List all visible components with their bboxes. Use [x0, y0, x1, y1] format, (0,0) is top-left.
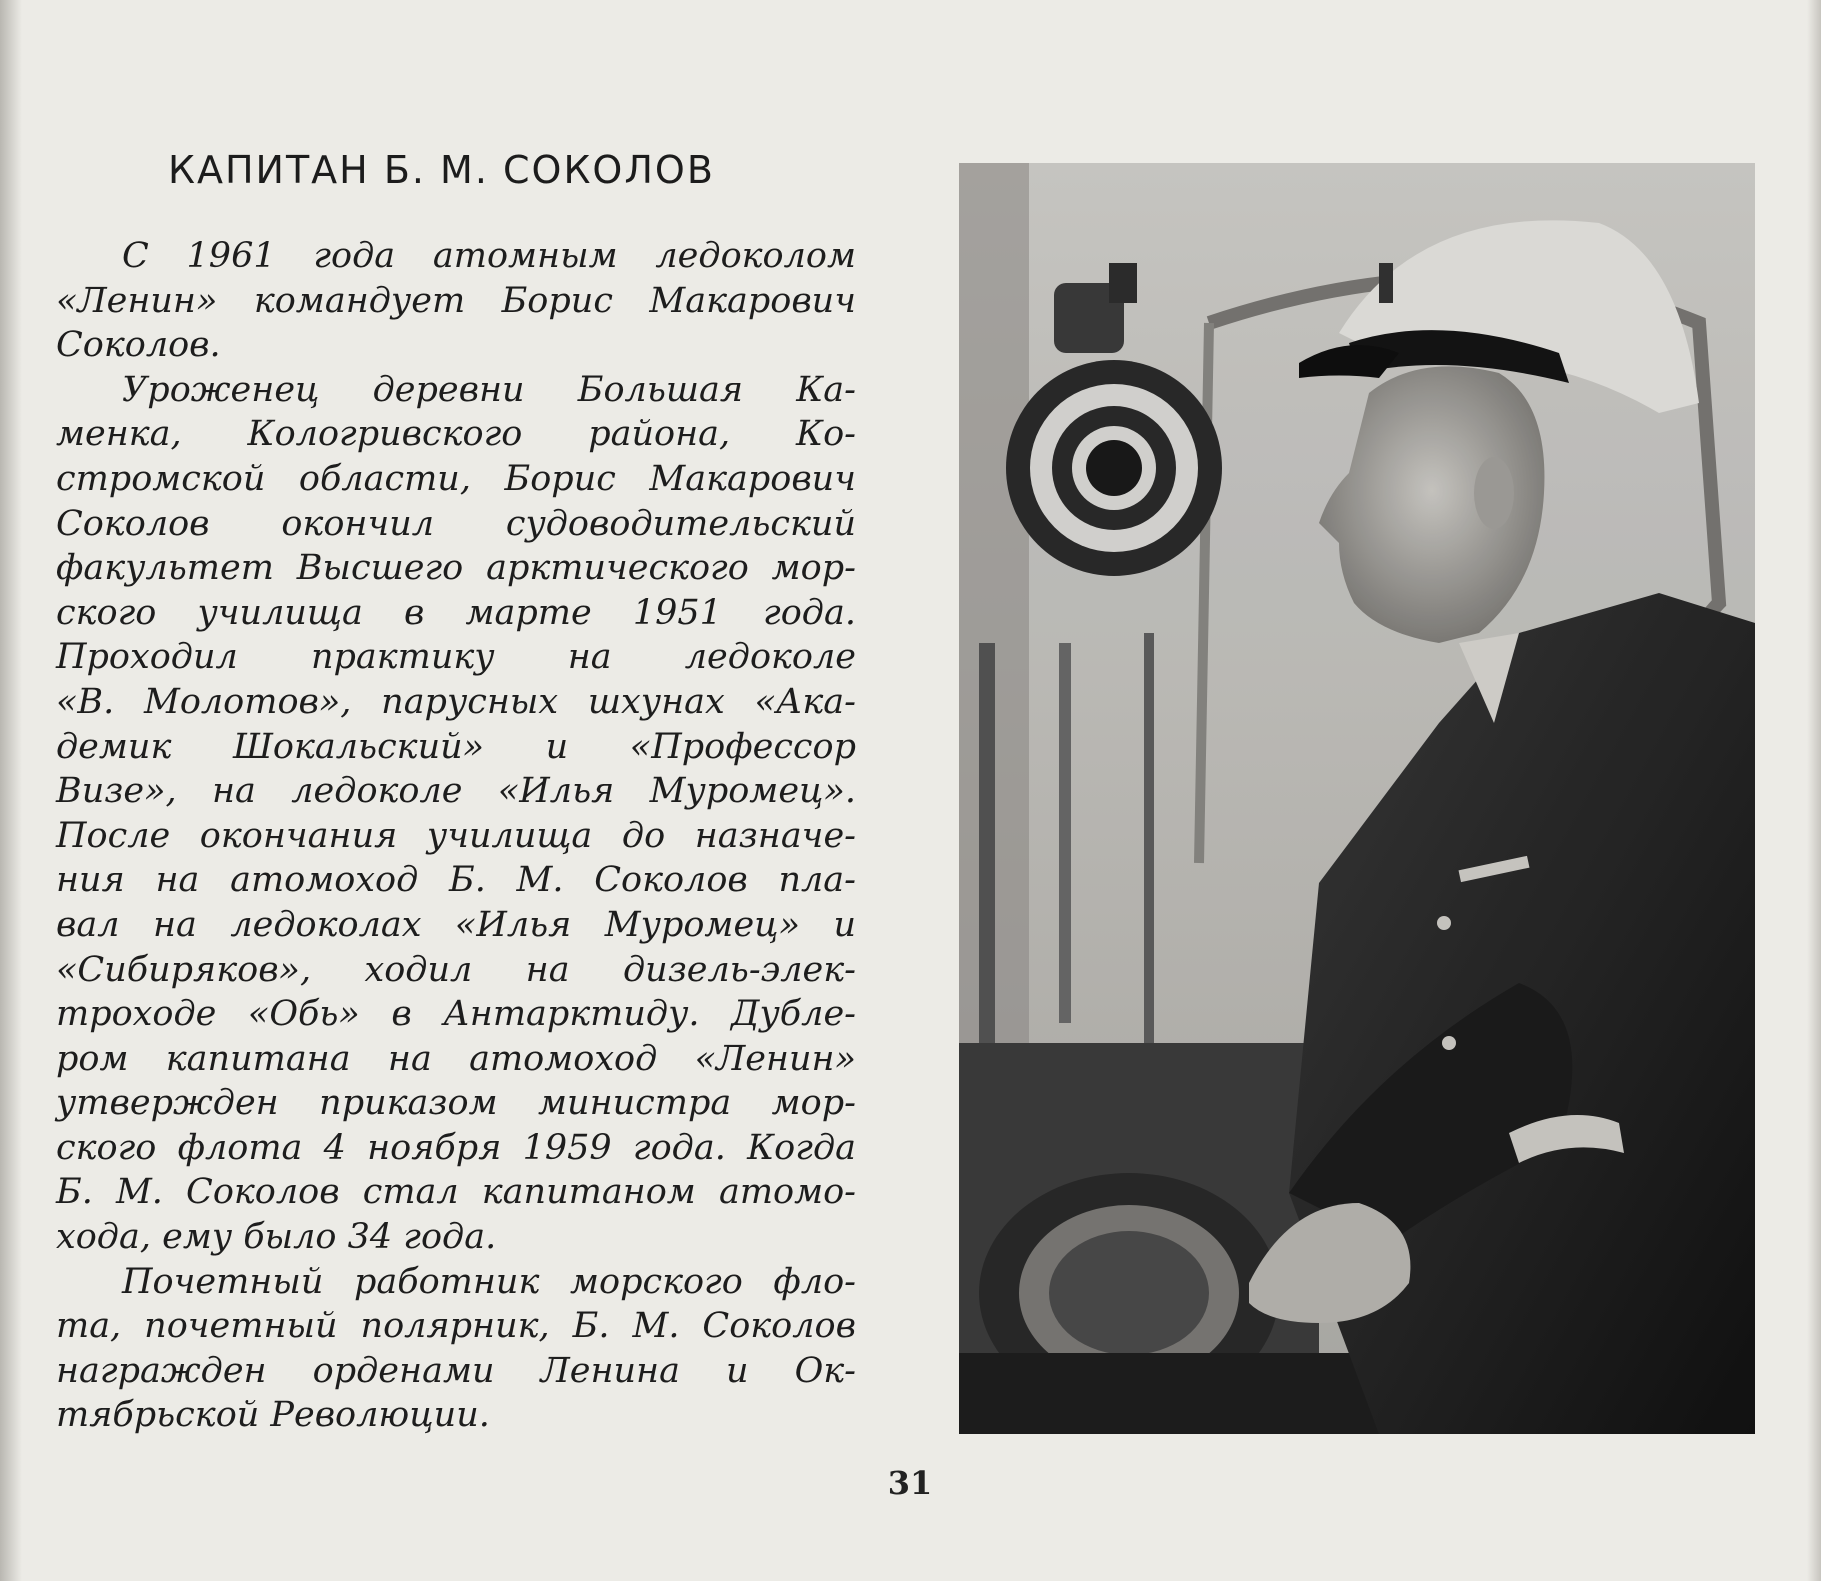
article-line: ром капитана на атомоход «Ленин» [56, 1038, 856, 1079]
article-line: вал на ледоколах «Илья Муромец» и [56, 904, 856, 945]
article-line: С 1961 года атомным ледоколом [122, 236, 856, 276]
article-line: менка, Кологривского района, Ко- [56, 414, 856, 455]
page-gutter-shadow [0, 0, 22, 1581]
article-line: «Ленин» командует Борис Макарович [56, 280, 856, 321]
article-line: ского флота 4 ноября 1959 года. Когда [56, 1127, 856, 1168]
article-line: Визе», на ледоколе «Илья Муромец». [56, 771, 856, 812]
article-line: награжден орденами Ленина и Ок- [56, 1350, 856, 1391]
article-body [56, 234, 856, 1438]
page-number: 31 [887, 1464, 933, 1502]
page-title: КАПИТАН Б. М. СОКОЛОВ [168, 148, 715, 192]
article-line: стромской области, Борис Макарович [56, 458, 856, 499]
article-line: демик Шокальский» и «Профессор [56, 726, 856, 767]
article-line: та, почетный полярник, Б. М. Соколов [56, 1306, 856, 1347]
article-line: ского училища в марте 1951 года. [56, 592, 856, 633]
article-line: Проходил практику на ледоколе [56, 637, 856, 678]
captain-portrait-photo [959, 163, 1755, 1434]
article-line: Почетный работник морского фло- [122, 1261, 856, 1302]
article-line: утвержден приказом министра мор- [56, 1083, 856, 1124]
article-line: «В. Молотов», парусных шхунах «Ака- [56, 681, 856, 722]
article-line: Соколов. [56, 325, 221, 366]
article-line: «Сибиряков», ходил на дизель-элек- [56, 949, 856, 990]
article-line: хода, ему было 34 года. [56, 1217, 497, 1258]
article-line: После окончания училища до назначе- [56, 815, 856, 856]
article-line: тябрьской Революции. [56, 1395, 490, 1436]
article-line: троходе «Обь» в Антарктиду. Дубле- [56, 994, 856, 1035]
article-line: факультет Высшего арктического мор- [56, 548, 856, 589]
page-edge-shadow [1807, 0, 1821, 1581]
article-line: Б. М. Соколов стал капитаном атомо- [56, 1172, 856, 1213]
article-line: Уроженец деревни Большая Ка- [122, 369, 856, 410]
article-line: ния на атомоход Б. М. Соколов пла- [56, 860, 856, 901]
article-line: Соколов окончил судоводительский [56, 503, 856, 544]
